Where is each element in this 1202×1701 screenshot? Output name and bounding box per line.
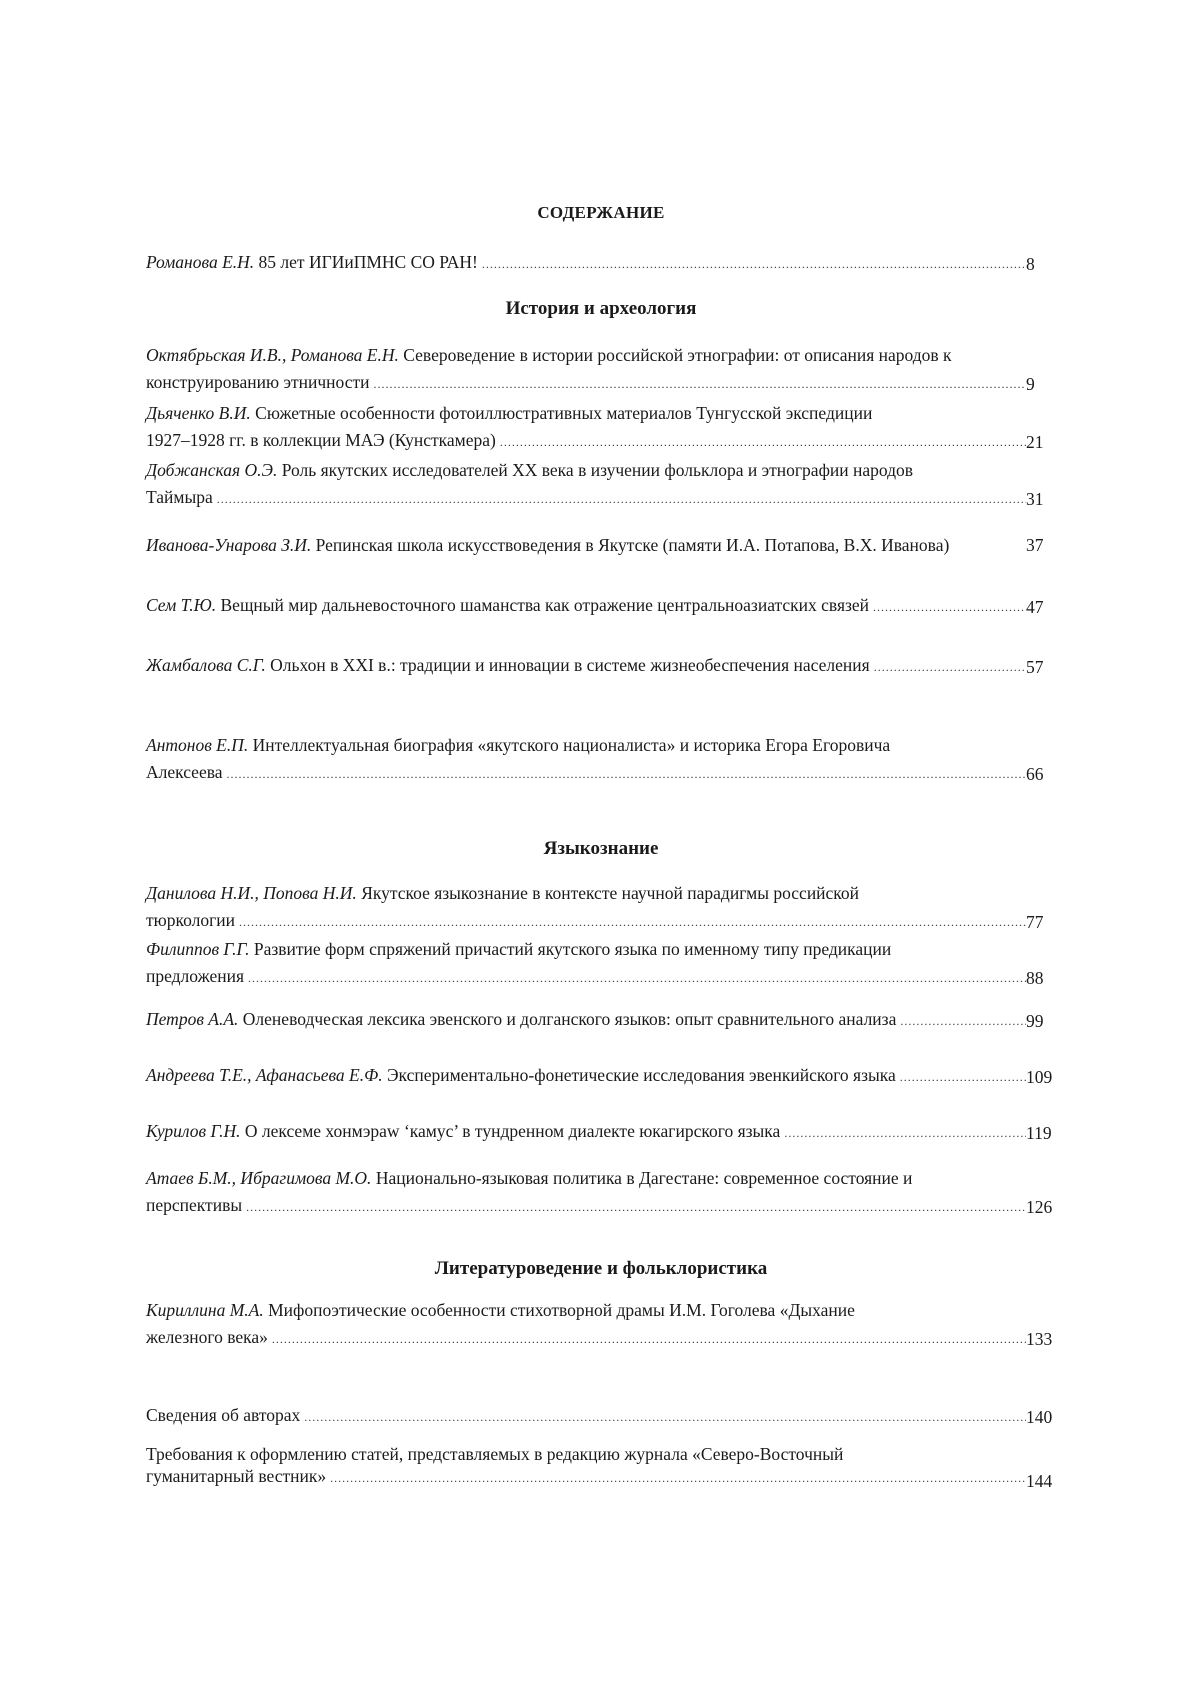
dot-leader <box>874 654 1026 681</box>
entry-title-line: Национально-языковая политика в Дагестане: современное состояние и <box>375 1168 913 1188</box>
entry-title-line: Якутское языкознание в контексте научной парадигмы российской <box>361 883 860 903</box>
dot-leader <box>239 909 1026 936</box>
toc-entry[interactable] <box>146 652 1066 681</box>
page-number: 66 <box>1026 764 1044 784</box>
toc-entry[interactable] <box>146 400 1066 456</box>
page-number: 109 <box>1026 1067 1053 1087</box>
page-title: СОДЕРЖАНИЕ <box>537 203 665 222</box>
page-number: 21 <box>1026 432 1044 452</box>
toc-entry[interactable] <box>146 1062 1066 1091</box>
entry-title-line: Мифопоэтические особенности стихотворной драмы И.М. Гоголева «Дыхание <box>268 1300 855 1320</box>
entry-author: Сем Т.Ю. <box>146 595 217 615</box>
entry-author: Добжанская О.Э. <box>146 460 278 480</box>
toc-entry[interactable] <box>146 732 1066 788</box>
page-number: 88 <box>1026 968 1044 988</box>
dot-leader <box>304 1404 1026 1431</box>
page-number: 37 <box>1026 535 1044 555</box>
entry-author: Жамбалова С.Г. <box>146 655 266 675</box>
entry-title: Вещный мир дальневосточного шаманства как отражение центральноазиатских связей <box>220 595 870 615</box>
toc-entry[interactable] <box>146 249 1066 278</box>
entry-author: Атаев Б.М., Ибрагимова М.О. <box>146 1168 372 1188</box>
entry-title: Сведения об авторах <box>146 1405 301 1425</box>
toc-entry[interactable] <box>146 1006 1066 1035</box>
dot-leader <box>248 965 1026 992</box>
entry-title-line: Развитие форм спряжений причастий якутского языка по именному типу предикации <box>253 939 892 959</box>
dot-leader <box>900 1008 1026 1035</box>
toc-entry[interactable] <box>146 532 1066 559</box>
entry-author: Октябрьская И.В., Романова Е.Н. <box>146 345 399 365</box>
toc-entry[interactable] <box>146 936 1066 992</box>
page-number: 140 <box>1026 1407 1053 1427</box>
entry-title: 85 лет ИГИиПМНС СО РАН! <box>258 252 478 272</box>
page-number: 8 <box>1026 254 1035 274</box>
entry-author: Данилова Н.И., Попова Н.И. <box>146 883 357 903</box>
entry-title-line: Интеллектуальная биография «якутского националиста» и историка Егора Егоровича <box>252 735 891 755</box>
entry-author: Курилов Г.Н. <box>146 1121 241 1141</box>
entry-title-line: предложения <box>146 966 245 986</box>
toc-entry[interactable] <box>146 1118 1066 1147</box>
dot-leader <box>330 1467 1026 1489</box>
entry-author: Дьяченко В.И. <box>146 403 251 423</box>
page-number: 133 <box>1026 1329 1053 1349</box>
entry-author: Филиппов Г.Г. <box>146 939 250 959</box>
entry-author: Иванова-Унарова З.И. <box>146 535 312 555</box>
entry-title-line: Североведение в истории российской этнографии: от описания народов к <box>403 345 952 365</box>
entry-title-line: Алексеева <box>146 762 223 782</box>
page-number: 31 <box>1026 489 1044 509</box>
dot-leader <box>482 251 1026 278</box>
entry-title: Оленеводческая лексика эвенского и долганского языков: опыт сравнительного анализа <box>242 1009 897 1029</box>
section-heading: Языкознание <box>543 838 659 859</box>
page-number: 9 <box>1026 374 1035 394</box>
entry-author: Антонов Е.П. <box>146 735 249 755</box>
dot-leader <box>272 1326 1026 1353</box>
entry-author: Андреева Т.Е., Афанасьева Е.Ф. <box>146 1065 383 1085</box>
entry-title-line: гуманитарный вестник» <box>146 1466 327 1486</box>
entry-author: Кириллина М.А. <box>146 1300 264 1320</box>
toc-entry[interactable] <box>146 342 1066 398</box>
entry-title: Ольхон в XXI в.: традиции и инновации в системе жизнеобеспечения населения <box>270 655 870 675</box>
entry-title-line: Сюжетные особенности фотоиллюстративных материалов Тунгусской экспедиции <box>255 403 873 423</box>
section-heading: История и археология <box>505 298 697 319</box>
entry-title-line: Требования к оформлению статей, представляемых в редакцию журнала «Северо-Восточный <box>146 1444 844 1464</box>
entry-title-line: железного века» <box>146 1327 268 1347</box>
dot-leader <box>246 1194 1026 1221</box>
section-heading: Литературоведение и фольклористика <box>434 1258 768 1279</box>
toc-entry[interactable] <box>146 1165 1066 1221</box>
entry-title: О лексеме хонмэраw ‘камус’ в тундренном диалекте юкагирского языка <box>244 1121 781 1141</box>
entry-title-line: конструированию этничности <box>146 372 370 392</box>
page-number: 126 <box>1026 1197 1053 1217</box>
page-number: 144 <box>1026 1471 1053 1491</box>
dot-leader <box>784 1120 1026 1147</box>
entry-title-line: перспективы <box>146 1195 243 1215</box>
page-number: 47 <box>1026 597 1044 617</box>
entry-author: Петров А.А. <box>146 1009 239 1029</box>
dot-leader <box>227 761 1026 788</box>
toc-entry[interactable] <box>146 592 1066 621</box>
entry-author: Романова Е.Н. <box>146 252 255 272</box>
toc-entry[interactable] <box>146 457 1066 513</box>
dot-leader <box>500 429 1026 456</box>
page-number: 77 <box>1026 912 1044 932</box>
dot-leader <box>873 594 1026 621</box>
page-number: 57 <box>1026 657 1044 677</box>
page-number: 119 <box>1026 1123 1052 1143</box>
toc-entry[interactable] <box>146 1443 1066 1489</box>
dot-leader <box>900 1064 1026 1091</box>
toc-entry[interactable] <box>146 1297 1066 1353</box>
page-number: 99 <box>1026 1011 1044 1031</box>
entry-title-line: Роль якутских исследователей XX века в изучении фольклора и этнографии народов <box>281 460 914 480</box>
toc-entry[interactable] <box>146 1402 1066 1431</box>
entry-title: Репинская школа искусствоведения в Якутске (памяти И.А. Потапова, В.Х. Иванова) <box>315 535 950 555</box>
toc-entry[interactable] <box>146 880 1066 936</box>
dot-leader <box>374 371 1027 398</box>
entry-title-line: тюркологии <box>146 910 235 930</box>
dot-leader <box>217 486 1026 513</box>
entry-title-line: Таймыра <box>146 487 213 507</box>
entry-title-line: 1927–1928 гг. в коллекции МАЭ (Кунсткамера) <box>146 430 496 450</box>
entry-title: Экспериментально-фонетические исследования эвенкийского языка <box>386 1065 896 1085</box>
